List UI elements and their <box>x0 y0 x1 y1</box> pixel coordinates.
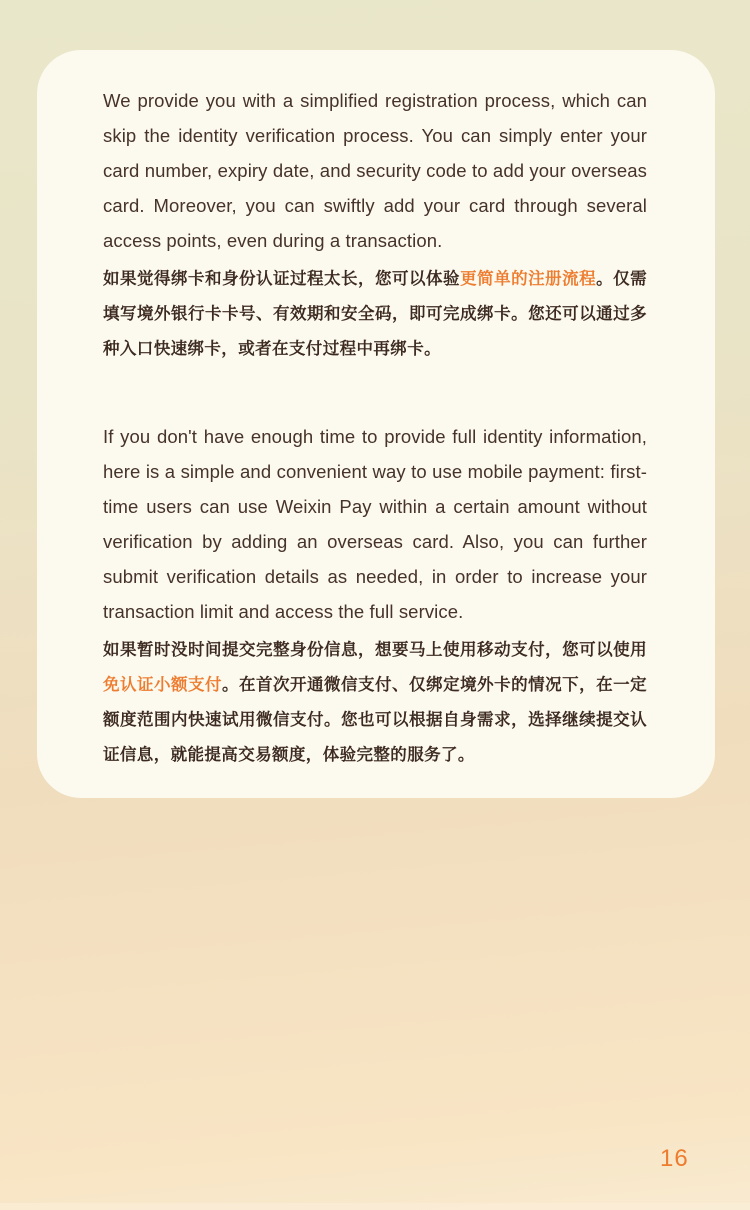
page-number: 16 <box>660 1145 689 1172</box>
text-segment: 。在首次开通微信支付、仅绑定境外卡的情况下，在一定额度范围内快速试用微信支付。您也可以根据自身需求，选择继续提交认证信息，就能提高交易额度，体验完整的服务了。 <box>103 676 647 764</box>
paragraph-en-registration: We provide you with a simplified registration process, which can skip the identity verification process. You can simply enter your card number, expiry date, and security code to add your overseas card. Moreover, you can swiftly add your card through several access points, even during a transaction. <box>103 90 647 251</box>
highlighted-text: 更简单的注册流程 <box>460 270 597 288</box>
highlighted-text: 免认证小额支付 <box>103 676 223 694</box>
paragraph-zh-verification <box>103 633 647 773</box>
page-bottom-edge <box>0 1203 750 1210</box>
text-segment: 。仅需填写境外银行卡卡号、有效期和安全码，即可完成绑卡。您还可以通过多种入口快速绑卡，或者在支付过程中再绑卡。 <box>103 270 647 358</box>
content-card <box>37 50 715 798</box>
text-segment: 如果暂时没时间提交完整身份信息，想要马上使用移动支付，您可以使用 <box>103 641 647 659</box>
text-segment: 如果觉得绑卡和身份认证过程太长，您可以体验 <box>103 270 461 288</box>
paragraph-zh-registration <box>103 262 647 367</box>
paragraph-en-verification: If you don't have enough time to provide full identity information, here is a simple and convenient way to use mobile payment: first-time users can use Weixin Pay within a certain amount without verification by adding an overseas card. Also, you can further submit verification details as needed, in order to increase your transaction limit and access the full service. <box>103 426 647 622</box>
